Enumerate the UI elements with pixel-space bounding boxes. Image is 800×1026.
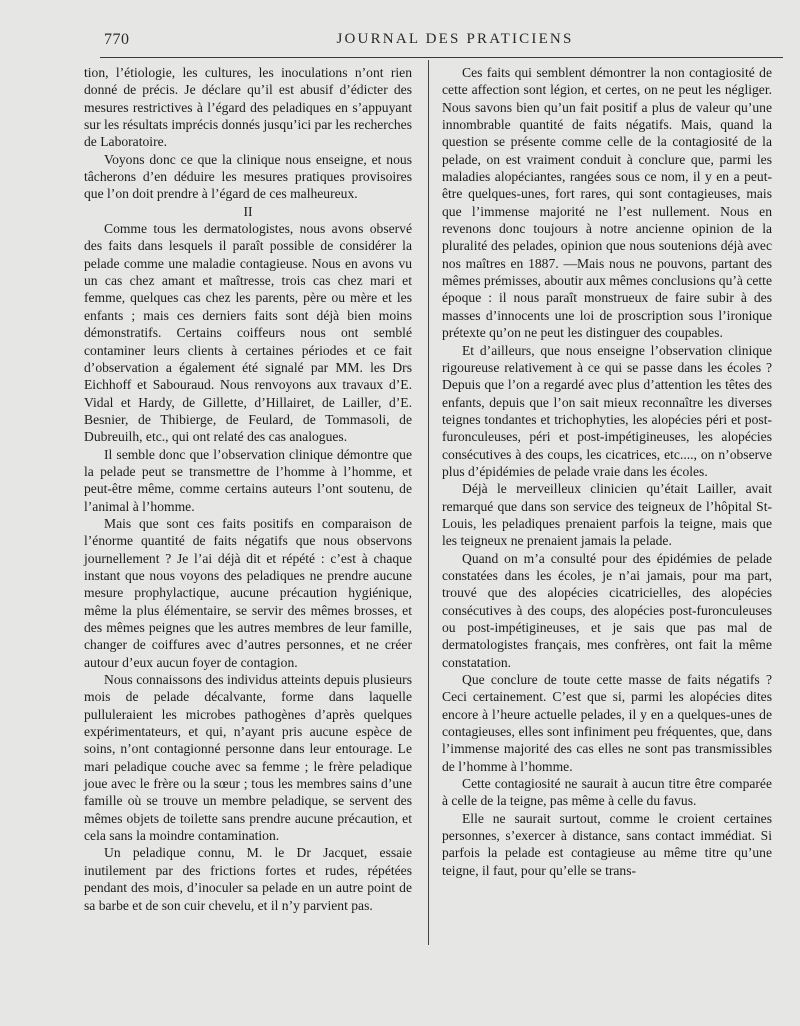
paragraph: Un peladique connu, M. le Dr Jacquet, essaie inutilement par des frictions fortes et rudes, répétées pendant des mois, d’inoculer sa pelade en un autre point de sa barbe et de son cuir chevelu, et il n’y parvient pas. — [84, 845, 412, 913]
paragraph: Elle ne saurait surtout, comme le croient certaines personnes, s’exercer à distance, sans contact immédiat. Si parfois la pelade est contagieuse au même titre qu’une teigne, il faut, pour qu’elle se trans- — [442, 810, 772, 878]
paragraph: Quand on m’a consulté pour des épidémies de pelade constatées dans les écoles, je n’ai jamais, pour ma part, trouvé que des alopécies cicatricielles, des alopécies consécutives à des coups, des alopécies post-furonculeuses ou post-impétigineuses, et je sais que pas mal de dermatologistes français, mes confrères, ont fait la même constatation. — [442, 550, 772, 670]
section-number: II — [243, 203, 253, 219]
header-rule — [100, 57, 783, 58]
paragraph: Nous connaissons des individus atteints depuis plusieurs mois de pelade décalvante, forme dans laquelle pulluleraient les microbes pathogènes d’après quelques expérimentateurs, et qui, n’ayant pris aucune espèce de soins, n’ont contagionné personne dans leur entourage. Le mari peladique couche avec sa femme ; le frère peladique joue avec le frère ou la sœur ; tous les membres sains d’une famille où se trouve un membre peladique, se servent des mêmes objets de toilette sans prendre aucune précaution, et cela sans la moindre contamination. — [84, 672, 412, 844]
paragraph: Et d’ailleurs, que nous enseigne l’observation clinique rigoureuse relativement à ce qui se passe dans les écoles ? Depuis que l’on a regardé avec plus d’attention les têtes des enfants, depuis que l’on sait mieux reconnaître les diverses teignes tondantes et trichophyties, les alopécies péri et post-furonculeuses, péri et post-impétigineuses, les alopécies consécutives à des coups, les cicatrices, etc...., on n’observe plus d’épidémies de pelade vraie dans les écoles. — [442, 342, 772, 479]
paragraph: tion, l’étiologie, les cultures, les inoculations n’ont rien donné de précis. Je déclare qu’il est abusif d’édicter des mesures restrictives à l’égard des peladiques en s’appuyant sur les résultats imprécis donnés jusqu’ici par les recherches de Laboratoire. — [84, 65, 412, 150]
column-divider — [428, 60, 429, 945]
paragraph: Cette contagiosité ne saurait à aucun titre être comparée à celle de la teigne, pas même à celle du favus. — [442, 776, 772, 809]
page-number: 770 — [104, 31, 130, 48]
paragraph: Que conclure de toute cette masse de faits négatifs ? Ceci certainement. C’est que si, parmi les alopécies dites encore à l’heure actuelle pelades, il y en a quelques-unes de contagieuses, elles sont infiniment peu fréquentes, que, dans l’immense majorité des cas elles ne sont pas transmissibles de l’homme à l’homme. — [442, 672, 772, 774]
page-header — [100, 28, 780, 52]
paragraph: Il semble donc que l’observation clinique démontre que la pelade peut se transmettre de l’homme à l’homme, et peut-être même, comme certains auteurs l’ont soutenu, de l’animal à l’homme. — [84, 446, 412, 514]
journal-title: JOURNAL DES PRATICIENS — [336, 31, 574, 47]
paragraph: Voyons donc ce que la clinique nous enseigne, et nous tâcherons d’en déduire les mesures pratiques provisoires que l’on doit prendre à l’égard de ces malheureux. — [84, 151, 412, 202]
paragraph: Mais que sont ces faits positifs en comparaison de l’énorme quantité de faits négatifs que nous observons journellement ? Je l’ai déjà dit et répété : c’est à chaque instant que nous voyons des peladiques ne prendre aucune mesure prophylactique, aucune précaution hygiénique, même la plus élémentaire, se servir des mêmes brosses, et des mêmes peignes que les autres membres de leur famille, changer de coiffures avec d’autres personnes, et ne créer autour d’eux aucun foyer de contagion. — [84, 515, 412, 670]
paragraph: Comme tous les dermatologistes, nous avons observé des faits dans lesquels il paraît possible de considérer la pelade comme une maladie contagieuse. Nous en avons vu un cas chez amant et maîtresse, trois cas chez mari et femme, quelques cas chez les parents, père ou mère et les enfants ; mais ces derniers faits sont déjà bien moins démonstratifs. Certains coiffeurs nous ont semblé contaminer leurs clients à certaines périodes et ce fait d’observation a également été signalé par MM. les Drs Eichhoff et Sabouraud. Nous renvoyons aux travaux d’E. Vidal et Hardy, de Gillette, d’Hillairet, de Lailler, d’E. Besnier, de Thibierge, de Feulard, de Tommasoli, de Dubreuilh, etc., qui ont relaté des cas analogues. — [84, 221, 412, 445]
paragraph: Ces faits qui semblent démontrer la non contagiosité de cette affection sont légion, et certes, on ne peut les négliger. Nous savons bien qu’un fait positif a plus de valeur qu’une innombrable quantité de faits négatifs. Mais, quand la question se présente comme celle de la contagiosité de la pelade, on est vraiment conduit à conclure que, parmi les maladies alopéciantes, rangées sous ce nom, il y en a peut-être quelques-unes, fort rares, qui sont contagieuses, mais que l’immense majorité ne l’est nullement. Nous en revenons donc toujours à notre ancienne opinion de la pluralité des pelades, opinion que nous soutenions déjà avec nos maîtres en 1887. —Mais nous ne pouvons, partant des mêmes prémisses, aboutir aux mêmes conclusions qu’à cette époque : il nous paraît monstrueux de faire subir à des masses d’innocents une loi de proscription sous l’ironique prétexte qu’on ne peut les distinguer des coupables. — [442, 65, 772, 341]
paragraph: Déjà le merveilleux clinicien qu’était Lailler, avait remarqué que dans son service des teigneux de l’hôpital St-Louis, les peladiques prenaient parfois la teigne, mais que les teigneux ne prenaient jamais la pelade. — [442, 481, 772, 549]
right-column — [442, 64, 772, 879]
left-column — [84, 64, 412, 914]
